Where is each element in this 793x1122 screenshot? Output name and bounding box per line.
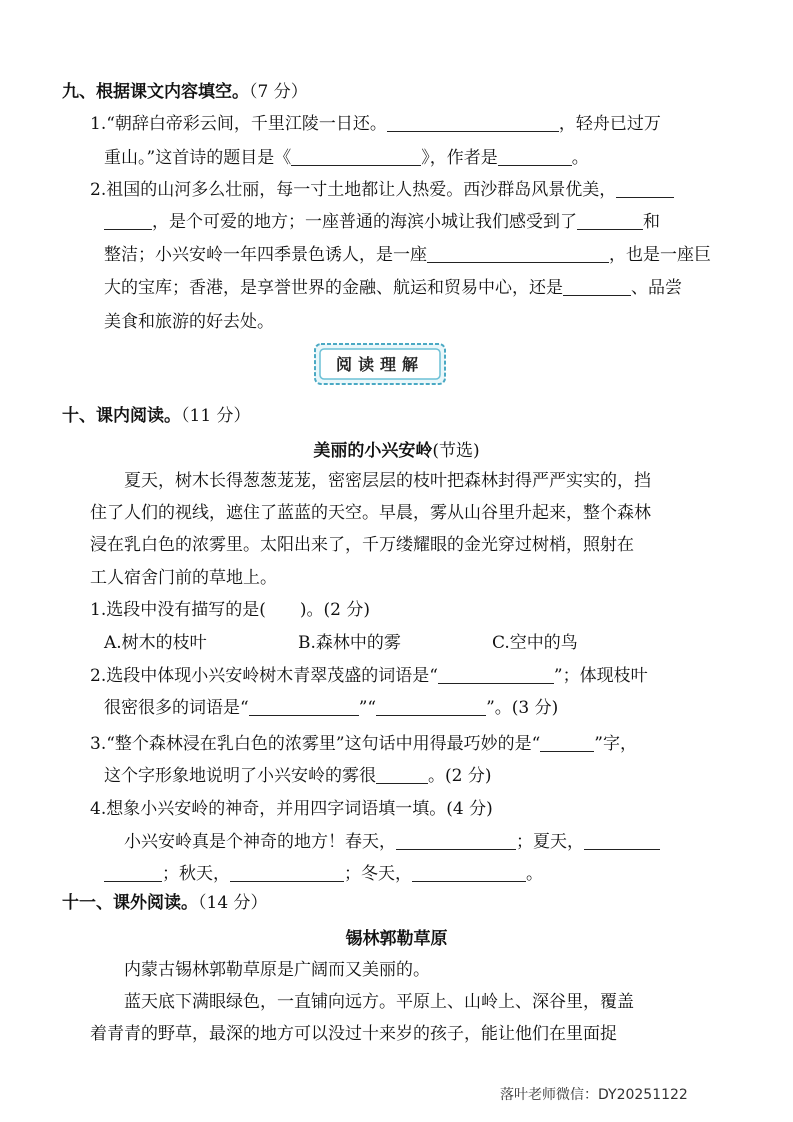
- answer-blank[interactable]: [249, 697, 359, 716]
- passage-line: 蓝天底下满眼绿色，一直铺向远方。平原上、山岭上、深谷里，覆盖: [124, 992, 634, 1012]
- s9-q2-line3: 整洁；小兴安岭一年四季景色诱人，是一座 ，也是一座巨: [104, 245, 711, 265]
- section-11-heading: 十一、课外阅读。（14 分）: [62, 893, 268, 913]
- answer-blank[interactable]: [540, 733, 594, 752]
- s10-q3-line1: 3.“整个森林浸在乳白色的浓雾里”这句话中用得最巧妙的是“ ”字，: [90, 734, 637, 754]
- section-10-heading: 十、课内阅读。（11 分）: [62, 406, 251, 426]
- answer-blank[interactable]: [387, 113, 559, 132]
- passage-line: 住了人们的视线，遮住了蓝蓝的天空。早晨，雾从山谷里升起来，整个森林: [90, 503, 651, 523]
- answer-blank[interactable]: [376, 697, 486, 716]
- s9-q2-line1: 2.祖国的山河多么壮丽，每一寸土地都让人热爱。西沙群岛风景优美，: [90, 178, 674, 202]
- answer-blank[interactable]: [438, 665, 554, 684]
- s10-q1-option-c[interactable]: C.空中的鸟: [492, 633, 578, 653]
- answer-blank[interactable]: [230, 863, 344, 882]
- s9-q2-line2: ，是个可爱的地方；一座普通的海滨小城让我们感受到了 和: [104, 210, 660, 234]
- answer-blank[interactable]: [563, 277, 631, 296]
- passage-line: 着青青的野草，最深的地方可以没过十来岁的孩子，能让他们在里面捉: [90, 1024, 617, 1044]
- answer-blank[interactable]: [616, 179, 674, 198]
- answer-blank[interactable]: [427, 244, 609, 263]
- answer-blank[interactable]: [396, 831, 516, 850]
- s9-q2-line5: 美食和旅游的好去处。: [104, 312, 274, 332]
- answer-blank[interactable]: [291, 147, 421, 166]
- s10-q2-line1: 2.选段中体现小兴安岭树木青翠茂盛的词语是“ ”；体现枝叶: [90, 666, 648, 686]
- answer-blank[interactable]: [412, 863, 526, 882]
- answer-blank[interactable]: [577, 211, 643, 230]
- passage-title-2: 锡林郭勒草原: [345, 929, 448, 949]
- passage-line: 夏天，树木长得葱葱茏茏，密密层层的枝叶把森林封得严严实实的，挡: [124, 471, 651, 491]
- s10-q3-line2: 这个字形象地说明了小兴安岭的雾很 。(2 分): [104, 766, 492, 786]
- section-9-heading: 九、根据课文内容填空。（7 分）: [62, 82, 308, 102]
- passage-line: 浸在乳白色的浓雾里。太阳出来了，千万缕耀眼的金光穿过树梢，照射在: [90, 535, 634, 555]
- passage-title-1: 美丽的小兴安岭(节选): [313, 441, 480, 461]
- s10-q1-stem: 1.选段中没有描写的是( )。(2 分): [90, 600, 370, 620]
- answer-blank[interactable]: [584, 831, 660, 850]
- answer-blank[interactable]: [104, 211, 152, 230]
- s9-q1-line1: 1.“朝辞白帝彩云间，千里江陵一日还。 ，轻舟已过万: [90, 114, 661, 134]
- s10-q4-line2: ；秋天， ；冬天， 。: [104, 862, 543, 886]
- answer-blank[interactable]: [104, 863, 162, 882]
- s10-q4-line1: 小兴安岭真是个神奇的地方！春天， ；夏天，: [124, 830, 660, 854]
- answer-blank[interactable]: [498, 147, 572, 166]
- s10-q1-option-b[interactable]: B.森林中的雾: [298, 633, 401, 653]
- reading-banner-label: 阅读理解: [335, 355, 424, 374]
- passage-line: 工人宿舍门前的草地上。: [90, 568, 277, 588]
- s9-q1-line2: 重山。”这首诗的题目是《 》，作者是 。: [104, 148, 589, 168]
- s9-q2-line4: 大的宝库；香港，是享誉世界的金融、航运和贸易中心，还是 、品尝: [104, 278, 682, 298]
- footer-contact: 落叶老师微信：DY20251122: [500, 1087, 688, 1103]
- s10-q4-stem: 4.想象小兴安岭的神奇，并用四字词语填一填。(4 分): [90, 799, 493, 819]
- passage-line: 内蒙古锡林郭勒草原是广阔而又美丽的。: [124, 960, 430, 980]
- answer-blank[interactable]: [376, 765, 428, 784]
- s10-q2-line2: 很密很多的词语是“ ”“ ”。(3 分): [104, 698, 559, 718]
- s10-q1-option-a[interactable]: A.树木的枝叶: [104, 633, 207, 653]
